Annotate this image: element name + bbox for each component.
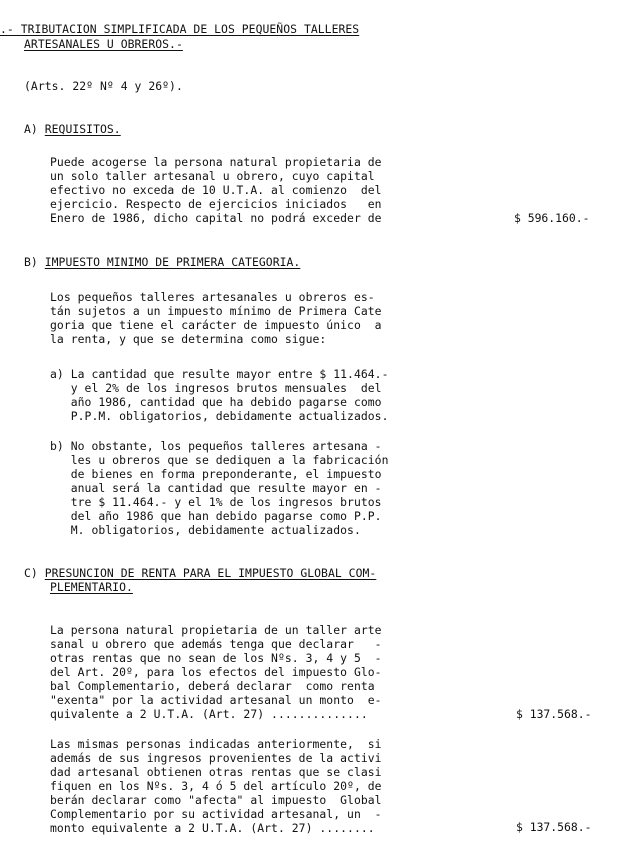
section-c-para1-amount: $ 137.568.- bbox=[516, 707, 592, 721]
section-c-para1-line: bal Complementario, deberá declarar como renta bbox=[50, 679, 375, 693]
section-c-para2-line: berán declarar como "afecta" al impuesto Global bbox=[50, 793, 382, 807]
section-a-amount: $ 596.160.- bbox=[514, 211, 590, 225]
section-a-prefix: A) bbox=[24, 122, 45, 136]
section-b-item-a-line: a) La cantidad que resulte mayor entre $ 11.464.- bbox=[50, 367, 389, 381]
section-b-item-b-line: de bienes en forma preponderante, el impuesto bbox=[50, 467, 382, 481]
section-b-heading bbox=[24, 255, 300, 269]
section-c-title-line-2: PLEMENTARIO. bbox=[50, 580, 133, 594]
section-b-intro-line: tán sujetos a un impuesto mínimo de Primera Cate bbox=[50, 304, 382, 318]
section-b-item-b-line: tre $ 11.464.- y el 1% de los ingresos brutos bbox=[50, 495, 382, 509]
section-c-para1-line: del Art. 20º, para los efectos del impuesto Glo- bbox=[50, 665, 382, 679]
section-a-title: REQUISITOS. bbox=[44, 122, 121, 136]
section-c-heading bbox=[24, 566, 376, 580]
section-c-para2-line: dad artesanal obtienen otras rentas que se clasi bbox=[50, 765, 382, 779]
section-b-item-a-line: P.P.M. obligatorios, debidamente actualizados. bbox=[50, 409, 389, 423]
section-a-line: efectivo no exceda de 10 U.T.A. al comienzo del bbox=[50, 183, 382, 197]
section-c-para1-line: quivalente a 2 U.T.A. (Art. 27) .............. bbox=[50, 707, 368, 721]
section-c-prefix: C) bbox=[24, 566, 45, 580]
articles-reference: (Arts. 22º Nº 4 y 26º). bbox=[24, 79, 183, 93]
section-b-intro-line: goria que tiene el carácter de impuesto único a bbox=[50, 318, 382, 332]
section-b-intro-line: Los pequeños talleres artesanales u obreros es- bbox=[50, 290, 375, 304]
section-a-heading bbox=[24, 122, 121, 136]
section-b-title: IMPUESTO MINIMO DE PRIMERA CATEGORIA. bbox=[44, 255, 301, 269]
document-title-line-1: .- TRIBUTACION SIMPLIFICADA DE LOS PEQUEÑOS TALLERES bbox=[0, 22, 360, 36]
section-c-para2-line: además de sus ingresos provenientes de la activi bbox=[50, 751, 382, 765]
section-b-prefix: B) bbox=[24, 255, 45, 269]
section-a-line: ejercicio. Respecto de ejercicios iniciados en bbox=[50, 197, 382, 211]
section-b-item-b-line: M. obligatorios, debidamente actualizados. bbox=[50, 523, 361, 537]
section-c-para1-line: sanal u obrero que además tenga que declarar - bbox=[50, 637, 382, 651]
section-c-para2-line: Las mismas personas indicadas anteriormente, si bbox=[50, 737, 382, 751]
section-b-item-a-line: y el 2% de los ingresos brutos mensuales del bbox=[50, 381, 382, 395]
section-a-line: Puede acogerse la persona natural propietaria de bbox=[50, 155, 382, 169]
section-c-para1-line: La persona natural propietaria de un taller arte bbox=[50, 623, 382, 637]
section-b-item-b-line: b) No obstante, los pequeños talleres artesana - bbox=[50, 439, 382, 453]
section-b-intro-line: la renta, y que se determina como sigue: bbox=[50, 332, 327, 346]
section-c-para2-amount: $ 137.568.- bbox=[516, 820, 592, 834]
section-c-para2-line: fiquen en los Nºs. 3, 4 ó 5 del artículo 20º, de bbox=[50, 779, 382, 793]
section-b-item-b-line: les u obreros que se dediquen a la fabricación bbox=[50, 453, 389, 467]
document-title-line-2: ARTESANALES U OBREROS.- bbox=[24, 37, 183, 51]
section-b-item-b-line: anual será la cantidad que resulte mayor en - bbox=[50, 481, 382, 495]
section-c-para1-line: otras rentas que no sean de los Nºs. 3, 4 y 5 - bbox=[50, 651, 382, 665]
section-b-item-a-line: año 1986, cantidad que ha debido pagarse como bbox=[50, 395, 382, 409]
section-a-line: Enero de 1986, dicho capital no podrá exceder de bbox=[50, 211, 382, 225]
section-b-item-b-line: del año 1986 que han debido pagarse como P.P. bbox=[50, 509, 382, 523]
section-c-para1-line: "exenta" por la actividad artesanal un monto e- bbox=[50, 693, 382, 707]
section-c-para2-line: Complementario por su actividad artesanal, un - bbox=[50, 807, 382, 821]
section-c-title-line-1: PRESUNCION DE RENTA PARA EL IMPUESTO GLOBAL COM- bbox=[44, 566, 377, 580]
section-a-line: un solo taller artesanal u obrero, cuyo capital bbox=[50, 169, 375, 183]
section-c-para2-line: monto equivalente a 2 U.T.A. (Art. 27) ........ bbox=[50, 821, 375, 835]
